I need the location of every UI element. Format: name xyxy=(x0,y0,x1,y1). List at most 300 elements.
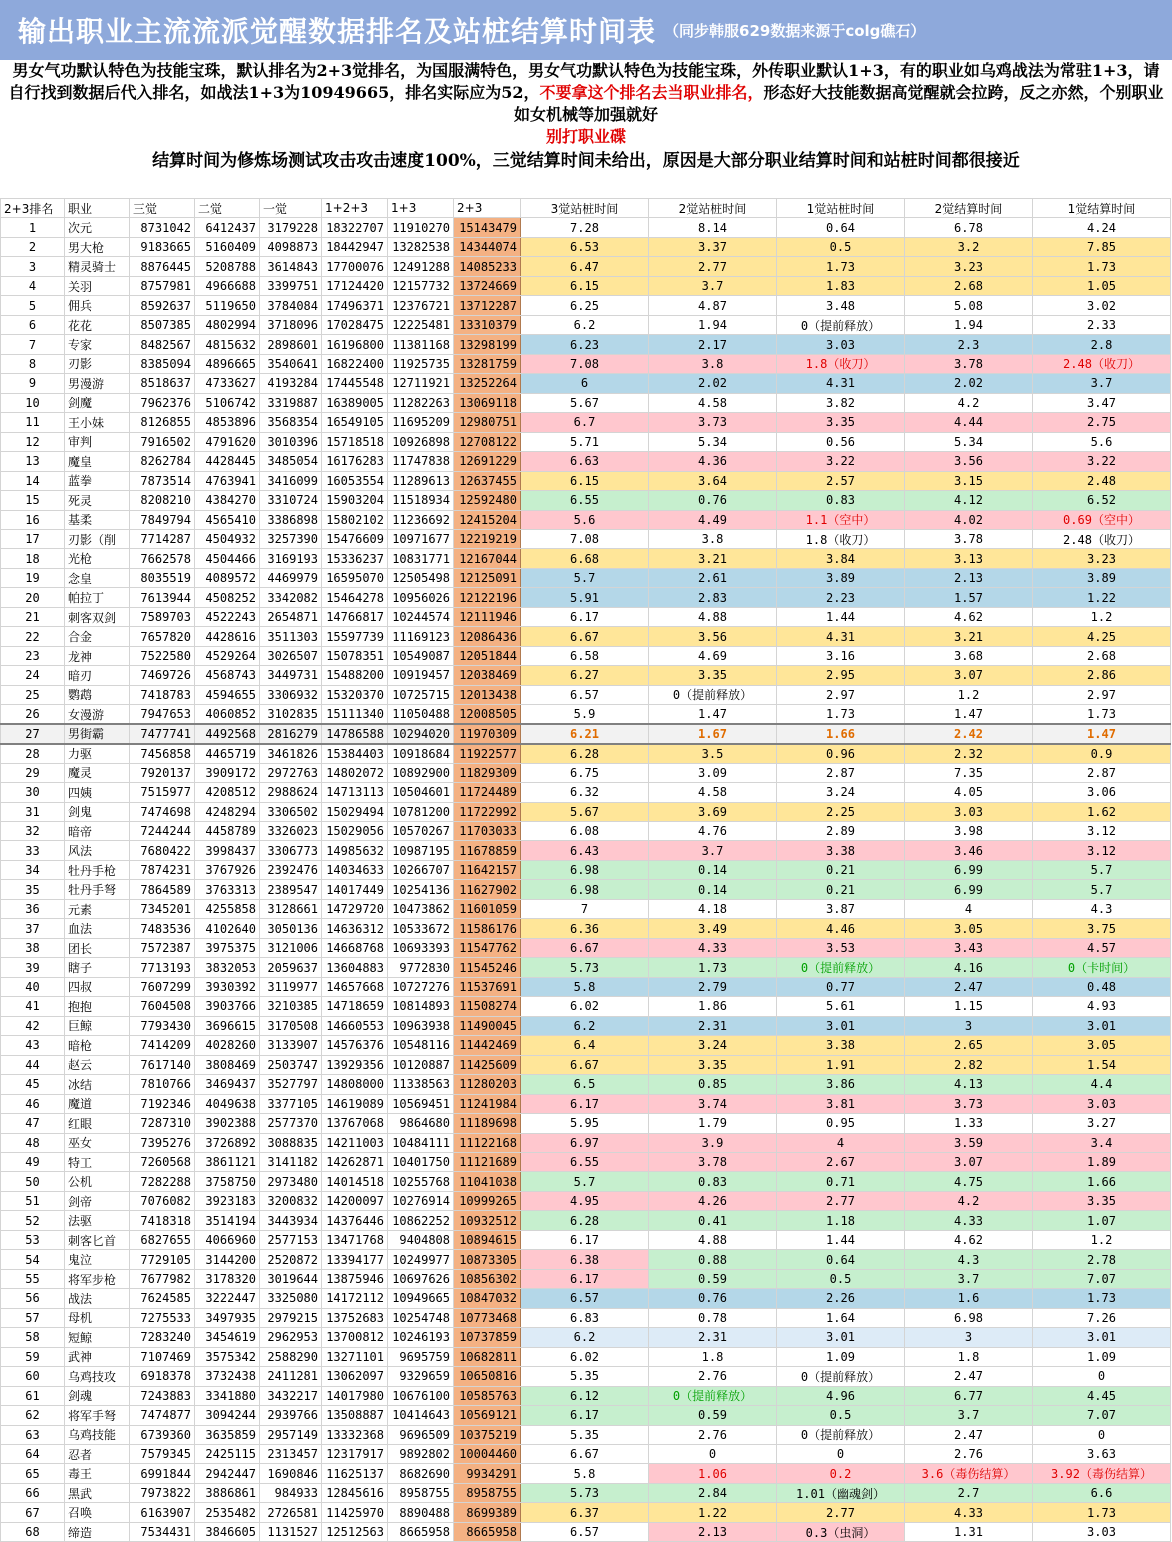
awakening1-cell: 2389547 xyxy=(260,880,322,899)
a1-settle-time-cell: 4.93 xyxy=(1033,997,1171,1016)
a2-settle-time-cell: 2.47 xyxy=(905,1425,1033,1444)
class-name-cell: 将军手弩 xyxy=(65,1406,130,1425)
a2-stand-time-cell: 0 xyxy=(649,1445,777,1464)
sum123-cell: 15078351 xyxy=(322,646,388,665)
class-name-cell: 男漫游 xyxy=(65,374,130,393)
sum123-cell: 14017449 xyxy=(322,880,388,899)
a1-settle-time-cell: 6.52 xyxy=(1033,491,1171,510)
a1-stand-time-cell: 1.64 xyxy=(777,1308,905,1327)
sum13-cell: 10963938 xyxy=(388,1016,454,1035)
rank-cell: 29 xyxy=(1,763,65,782)
a2-settle-time-cell: 4.2 xyxy=(905,1191,1033,1210)
rank-cell: 57 xyxy=(1,1308,65,1327)
a1-settle-time-cell: 3.23 xyxy=(1033,549,1171,568)
a2-settle-time-cell: 4.62 xyxy=(905,607,1033,626)
a1-settle-time-cell: 7.07 xyxy=(1033,1269,1171,1288)
a1-stand-time-cell: 4.31 xyxy=(777,374,905,393)
table-row xyxy=(1,568,1171,587)
sum123-cell: 15111340 xyxy=(322,705,388,724)
a3-stand-time-cell: 6.17 xyxy=(521,1230,649,1249)
a1-settle-time-cell: 1.07 xyxy=(1033,1211,1171,1230)
a2-stand-time-cell: 1.47 xyxy=(649,705,777,724)
a3-stand-time-cell: 6.12 xyxy=(521,1386,649,1405)
a1-settle-time-cell: 5.6 xyxy=(1033,432,1171,451)
awakening1-cell: 3326023 xyxy=(260,822,322,841)
a2-stand-time-cell: 1.06 xyxy=(649,1464,777,1483)
a1-settle-time-cell: 4.4 xyxy=(1033,1075,1171,1094)
a2-settle-time-cell: 3.43 xyxy=(905,938,1033,957)
a2-stand-time-cell: 4.88 xyxy=(649,607,777,626)
table-row xyxy=(1,744,1171,763)
sum123-cell: 17496371 xyxy=(322,296,388,315)
sum13-cell: 10569451 xyxy=(388,1094,454,1113)
a2-stand-time-cell: 4.87 xyxy=(649,296,777,315)
rank-cell: 63 xyxy=(1,1425,65,1444)
rank-cell: 47 xyxy=(1,1114,65,1133)
sum13-cell: 10266707 xyxy=(388,860,454,879)
table-row xyxy=(1,335,1171,354)
awakening1-cell: 984933 xyxy=(260,1483,322,1502)
rank-cell: 4 xyxy=(1,276,65,295)
awakening3-cell: 8482567 xyxy=(130,335,195,354)
a2-settle-time-cell: 5.08 xyxy=(905,296,1033,315)
a3-stand-time-cell: 6.17 xyxy=(521,607,649,626)
a1-settle-time-cell: 3.12 xyxy=(1033,841,1171,860)
a3-stand-time-cell: 6.53 xyxy=(521,237,649,256)
rank-cell: 58 xyxy=(1,1328,65,1347)
a2-stand-time-cell: 1.67 xyxy=(649,724,777,743)
a1-stand-time-cell: 3.86 xyxy=(777,1075,905,1094)
a1-settle-time-cell: 2.48（收刀） xyxy=(1033,529,1171,548)
a2-stand-time-cell: 4.18 xyxy=(649,899,777,918)
a1-stand-time-cell: 4.96 xyxy=(777,1386,905,1405)
a1-stand-time-cell: 0.5 xyxy=(777,1269,905,1288)
sum123-cell: 17700076 xyxy=(322,257,388,276)
a3-stand-time-cell: 6.57 xyxy=(521,685,649,704)
class-name-cell: 帕拉丁 xyxy=(65,588,130,607)
awakening3-cell: 7662578 xyxy=(130,549,195,568)
class-name-cell: 牡丹手弩 xyxy=(65,880,130,899)
rank-cell: 16 xyxy=(1,510,65,529)
sum123-cell: 14211003 xyxy=(322,1133,388,1152)
sum23-cell: 10894615 xyxy=(454,1230,521,1249)
column-header: 3觉站桩时间 xyxy=(521,199,649,218)
sum23-cell: 12415204 xyxy=(454,510,521,529)
a1-stand-time-cell: 0.3（虫洞） xyxy=(777,1522,905,1541)
a2-stand-time-cell: 2.76 xyxy=(649,1425,777,1444)
awakening1-cell: 2988624 xyxy=(260,783,322,802)
awakening2-cell: 3497935 xyxy=(195,1308,260,1327)
sum23-cell: 10569121 xyxy=(454,1406,521,1425)
class-name-cell: 剑鬼 xyxy=(65,802,130,821)
a2-stand-time-cell: 2.79 xyxy=(649,977,777,996)
a1-settle-time-cell: 1.73 xyxy=(1033,1503,1171,1522)
a1-stand-time-cell: 0（提前释放） xyxy=(777,1425,905,1444)
a2-stand-time-cell: 2.17 xyxy=(649,335,777,354)
sum123-cell: 14172112 xyxy=(322,1289,388,1308)
awakening2-cell: 3861121 xyxy=(195,1152,260,1171)
a2-settle-time-cell: 3.98 xyxy=(905,822,1033,841)
a2-settle-time-cell: 1.2 xyxy=(905,685,1033,704)
a1-settle-time-cell: 1.73 xyxy=(1033,257,1171,276)
a2-settle-time-cell: 2.13 xyxy=(905,568,1033,587)
sum123-cell: 14668768 xyxy=(322,938,388,957)
rank-cell: 49 xyxy=(1,1152,65,1171)
awakening1-cell: 3399751 xyxy=(260,276,322,295)
awakening1-cell: 3416099 xyxy=(260,471,322,490)
class-name-cell: 巫女 xyxy=(65,1133,130,1152)
sum123-cell: 16196800 xyxy=(322,335,388,354)
rank-cell: 15 xyxy=(1,491,65,510)
a1-settle-time-cell: 2.97 xyxy=(1033,685,1171,704)
a1-settle-time-cell: 4.25 xyxy=(1033,627,1171,646)
a1-stand-time-cell: 1.44 xyxy=(777,607,905,626)
a1-stand-time-cell: 0.64 xyxy=(777,1250,905,1269)
awakening2-cell: 3178320 xyxy=(195,1269,260,1288)
sum13-cell: 9772830 xyxy=(388,958,454,977)
rank-cell: 66 xyxy=(1,1483,65,1502)
a2-stand-time-cell: 2.02 xyxy=(649,374,777,393)
class-name-cell: 暗刃 xyxy=(65,666,130,685)
a2-stand-time-cell: 0.14 xyxy=(649,880,777,899)
awakening2-cell: 3454619 xyxy=(195,1328,260,1347)
awakening2-cell: 4565410 xyxy=(195,510,260,529)
sum123-cell: 13062097 xyxy=(322,1367,388,1386)
sum13-cell: 8958755 xyxy=(388,1483,454,1502)
column-header: 三觉 xyxy=(130,199,195,218)
sum123-cell: 17124420 xyxy=(322,276,388,295)
awakening1-cell: 3257390 xyxy=(260,529,322,548)
note-warning: 不要拿这个排名去当职业排名， xyxy=(539,83,764,102)
a3-stand-time-cell: 5.71 xyxy=(521,432,649,451)
a3-stand-time-cell: 6.17 xyxy=(521,1406,649,1425)
sum23-cell: 11829309 xyxy=(454,763,521,782)
sum123-cell: 14660553 xyxy=(322,1016,388,1035)
a1-stand-time-cell: 1.66 xyxy=(777,724,905,743)
awakening3-cell: 8507385 xyxy=(130,315,195,334)
column-header: 2觉结算时间 xyxy=(905,199,1033,218)
a2-stand-time-cell: 0.14 xyxy=(649,860,777,879)
sum23-cell: 11041038 xyxy=(454,1172,521,1191)
class-name-cell: 缔造 xyxy=(65,1522,130,1541)
sum13-cell: 10401750 xyxy=(388,1152,454,1171)
a2-stand-time-cell: 0（提前释放） xyxy=(649,685,777,704)
a2-stand-time-cell: 3.49 xyxy=(649,919,777,938)
awakening1-cell: 3169193 xyxy=(260,549,322,568)
table-row xyxy=(1,938,1171,957)
a2-stand-time-cell: 3.64 xyxy=(649,471,777,490)
awakening1-cell: 2816279 xyxy=(260,724,322,743)
sum13-cell: 10956026 xyxy=(388,588,454,607)
sum13-cell: 10549087 xyxy=(388,646,454,665)
a2-stand-time-cell: 4.88 xyxy=(649,1230,777,1249)
a1-settle-time-cell: 7.26 xyxy=(1033,1308,1171,1327)
awakening1-cell: 2520872 xyxy=(260,1250,322,1269)
class-name-cell: 四叔 xyxy=(65,977,130,996)
sum13-cell: 10120887 xyxy=(388,1055,454,1074)
table-row xyxy=(1,1522,1171,1541)
rank-cell: 35 xyxy=(1,880,65,899)
sum13-cell: 11169123 xyxy=(388,627,454,646)
awakening3-cell: 7477741 xyxy=(130,724,195,743)
sum13-cell: 9892802 xyxy=(388,1445,454,1464)
sum13-cell: 10987195 xyxy=(388,841,454,860)
a2-settle-time-cell: 7.35 xyxy=(905,763,1033,782)
a1-settle-time-cell: 3.02 xyxy=(1033,296,1171,315)
a1-settle-time-cell: 0 xyxy=(1033,1425,1171,1444)
sum23-cell: 12051844 xyxy=(454,646,521,665)
rank-cell: 5 xyxy=(1,296,65,315)
a1-settle-time-cell: 3.03 xyxy=(1033,1522,1171,1541)
a2-settle-time-cell: 1.8 xyxy=(905,1347,1033,1366)
table-row xyxy=(1,1191,1171,1210)
sum13-cell: 11518934 xyxy=(388,491,454,510)
sum23-cell: 14085233 xyxy=(454,257,521,276)
awakening3-cell: 7474877 xyxy=(130,1406,195,1425)
a1-stand-time-cell: 3.89 xyxy=(777,568,905,587)
awakening3-cell: 7534431 xyxy=(130,1522,195,1541)
sum13-cell: 11050488 xyxy=(388,705,454,724)
a2-stand-time-cell: 2.61 xyxy=(649,568,777,587)
a1-settle-time-cell: 1.2 xyxy=(1033,607,1171,626)
sum13-cell: 10831771 xyxy=(388,549,454,568)
a1-settle-time-cell: 1.47 xyxy=(1033,724,1171,743)
class-name-cell: 刃影 xyxy=(65,354,130,373)
a1-settle-time-cell: 3.7 xyxy=(1033,374,1171,393)
awakening1-cell: 2577153 xyxy=(260,1230,322,1249)
sum123-cell: 14636312 xyxy=(322,919,388,938)
a1-stand-time-cell: 5.61 xyxy=(777,997,905,1016)
a1-stand-time-cell: 2.97 xyxy=(777,685,905,704)
class-name-cell: 召唤 xyxy=(65,1503,130,1522)
awakening3-cell: 7418318 xyxy=(130,1211,195,1230)
sum23-cell: 10682811 xyxy=(454,1347,521,1366)
table-row xyxy=(1,1464,1171,1483)
sum13-cell: 11236692 xyxy=(388,510,454,529)
class-name-cell: 次元 xyxy=(65,218,130,237)
sum123-cell: 13875946 xyxy=(322,1269,388,1288)
a3-stand-time-cell: 6.38 xyxy=(521,1250,649,1269)
table-row xyxy=(1,1055,1171,1074)
a1-stand-time-cell: 2.77 xyxy=(777,1191,905,1210)
sum123-cell: 14262871 xyxy=(322,1152,388,1171)
a2-stand-time-cell: 4.58 xyxy=(649,783,777,802)
awakening1-cell: 3527797 xyxy=(260,1075,322,1094)
awakening3-cell: 7657820 xyxy=(130,627,195,646)
sum13-cell: 8682690 xyxy=(388,1464,454,1483)
a1-stand-time-cell: 3.82 xyxy=(777,393,905,412)
awakening3-cell: 7243883 xyxy=(130,1386,195,1405)
class-name-cell: 黑武 xyxy=(65,1483,130,1502)
awakening3-cell: 7345201 xyxy=(130,899,195,918)
sum13-cell: 10276914 xyxy=(388,1191,454,1210)
a2-stand-time-cell: 1.79 xyxy=(649,1114,777,1133)
a2-settle-time-cell: 4.33 xyxy=(905,1503,1033,1522)
a1-stand-time-cell: 0.77 xyxy=(777,977,905,996)
awakening2-cell: 3222447 xyxy=(195,1289,260,1308)
sum23-cell: 10585763 xyxy=(454,1386,521,1405)
awakening1-cell: 4098873 xyxy=(260,237,322,256)
rank-cell: 11 xyxy=(1,413,65,432)
rank-cell: 24 xyxy=(1,666,65,685)
sum13-cell: 10548116 xyxy=(388,1036,454,1055)
awakening1-cell: 3019644 xyxy=(260,1269,322,1288)
a2-settle-time-cell: 3.07 xyxy=(905,1152,1033,1171)
a1-stand-time-cell: 0.21 xyxy=(777,880,905,899)
a2-settle-time-cell: 1.94 xyxy=(905,315,1033,334)
sum23-cell: 12592480 xyxy=(454,491,521,510)
sum123-cell: 13929356 xyxy=(322,1055,388,1074)
awakening2-cell: 4733627 xyxy=(195,374,260,393)
rank-cell: 64 xyxy=(1,1445,65,1464)
a2-stand-time-cell: 0.41 xyxy=(649,1211,777,1230)
class-name-cell: 力驱 xyxy=(65,744,130,763)
awakening1-cell: 3170508 xyxy=(260,1016,322,1035)
awakening3-cell: 7275533 xyxy=(130,1308,195,1327)
awakening1-cell: 2957149 xyxy=(260,1425,322,1444)
sum13-cell: 11910270 xyxy=(388,218,454,237)
a3-stand-time-cell: 6.98 xyxy=(521,860,649,879)
a1-settle-time-cell: 2.86 xyxy=(1033,666,1171,685)
a2-stand-time-cell: 3.8 xyxy=(649,529,777,548)
a3-stand-time-cell: 6.97 xyxy=(521,1133,649,1152)
awakening3-cell: 7469726 xyxy=(130,666,195,685)
class-name-cell: 鹦鹉 xyxy=(65,685,130,704)
rank-cell: 48 xyxy=(1,1133,65,1152)
class-name-cell: 母机 xyxy=(65,1308,130,1327)
a2-settle-time-cell: 1.47 xyxy=(905,705,1033,724)
rank-cell: 40 xyxy=(1,977,65,996)
awakening3-cell: 7244244 xyxy=(130,822,195,841)
table-row xyxy=(1,607,1171,626)
rank-cell: 14 xyxy=(1,471,65,490)
awakening2-cell: 4492568 xyxy=(195,724,260,743)
a2-settle-time-cell: 2.3 xyxy=(905,335,1033,354)
class-name-cell: 红眼 xyxy=(65,1114,130,1133)
table-row xyxy=(1,471,1171,490)
a2-stand-time-cell: 3.35 xyxy=(649,666,777,685)
sum123-cell: 13471768 xyxy=(322,1230,388,1249)
rank-cell: 26 xyxy=(1,705,65,724)
a2-settle-time-cell: 1.15 xyxy=(905,997,1033,1016)
a2-stand-time-cell: 3.69 xyxy=(649,802,777,821)
a1-settle-time-cell: 4.3 xyxy=(1033,899,1171,918)
awakening2-cell: 4802994 xyxy=(195,315,260,334)
a3-stand-time-cell: 7.08 xyxy=(521,529,649,548)
a2-stand-time-cell: 5.34 xyxy=(649,432,777,451)
a2-stand-time-cell: 2.76 xyxy=(649,1367,777,1386)
a2-settle-time-cell: 3.7 xyxy=(905,1269,1033,1288)
awakening2-cell: 3732438 xyxy=(195,1367,260,1386)
a3-stand-time-cell: 6.67 xyxy=(521,627,649,646)
table-row xyxy=(1,315,1171,334)
rank-cell: 27 xyxy=(1,724,65,743)
a2-stand-time-cell: 3.35 xyxy=(649,1055,777,1074)
a1-settle-time-cell: 0.69（空中） xyxy=(1033,510,1171,529)
sum23-cell: 12637455 xyxy=(454,471,521,490)
sum13-cell: 10246193 xyxy=(388,1328,454,1347)
a3-stand-time-cell: 4.95 xyxy=(521,1191,649,1210)
table-row xyxy=(1,1367,1171,1386)
awakening1-cell: 3088835 xyxy=(260,1133,322,1152)
a1-settle-time-cell: 7.07 xyxy=(1033,1406,1171,1425)
awakening1-cell: 3102835 xyxy=(260,705,322,724)
class-name-cell: 剑帝 xyxy=(65,1191,130,1210)
rank-cell: 1 xyxy=(1,218,65,237)
a2-stand-time-cell: 1.8 xyxy=(649,1347,777,1366)
sum123-cell: 14808000 xyxy=(322,1075,388,1094)
awakening1-cell: 3461826 xyxy=(260,744,322,763)
table-row xyxy=(1,802,1171,821)
sum23-cell: 12013438 xyxy=(454,685,521,704)
sum23-cell: 11678859 xyxy=(454,841,521,860)
a1-stand-time-cell: 3.24 xyxy=(777,783,905,802)
a2-settle-time-cell: 4.33 xyxy=(905,1211,1033,1230)
awakening3-cell: 6991844 xyxy=(130,1464,195,1483)
sum123-cell: 14766817 xyxy=(322,607,388,626)
awakening3-cell: 7729105 xyxy=(130,1250,195,1269)
a2-settle-time-cell: 3 xyxy=(905,1016,1033,1035)
a3-stand-time-cell: 6.02 xyxy=(521,997,649,1016)
awakening2-cell: 3846605 xyxy=(195,1522,260,1541)
a2-settle-time-cell: 4.44 xyxy=(905,413,1033,432)
sum123-cell: 14802072 xyxy=(322,763,388,782)
a2-settle-time-cell: 2.02 xyxy=(905,374,1033,393)
a1-stand-time-cell: 0.71 xyxy=(777,1172,905,1191)
a2-stand-time-cell: 3.9 xyxy=(649,1133,777,1152)
sum23-cell: 8958755 xyxy=(454,1483,521,1502)
sum23-cell: 11189698 xyxy=(454,1114,521,1133)
awakening3-cell: 7920137 xyxy=(130,763,195,782)
sum23-cell: 12219219 xyxy=(454,529,521,548)
column-header: 1觉结算时间 xyxy=(1033,199,1171,218)
sum13-cell: 10244574 xyxy=(388,607,454,626)
sum23-cell: 11241984 xyxy=(454,1094,521,1113)
awakening1-cell: 3050136 xyxy=(260,919,322,938)
table-row xyxy=(1,958,1171,977)
notes-section xyxy=(0,60,1172,198)
sum13-cell: 8890488 xyxy=(388,1503,454,1522)
title-banner xyxy=(0,0,1172,60)
awakening1-cell: 2979215 xyxy=(260,1308,322,1327)
sum13-cell: 10971677 xyxy=(388,529,454,548)
table-row xyxy=(1,237,1171,256)
a2-settle-time-cell: 3.56 xyxy=(905,452,1033,471)
sum23-cell: 11537691 xyxy=(454,977,521,996)
a1-settle-time-cell: 2.48（收刀） xyxy=(1033,354,1171,373)
sum123-cell: 17028475 xyxy=(322,315,388,334)
a2-settle-time-cell: 3.15 xyxy=(905,471,1033,490)
awakening3-cell: 7916502 xyxy=(130,432,195,451)
a2-stand-time-cell: 4.49 xyxy=(649,510,777,529)
sum23-cell: 12111946 xyxy=(454,607,521,626)
a2-stand-time-cell: 0.59 xyxy=(649,1269,777,1288)
table-row xyxy=(1,724,1171,743)
sum123-cell: 14014518 xyxy=(322,1172,388,1191)
sum123-cell: 14017980 xyxy=(322,1386,388,1405)
class-name-cell: 光枪 xyxy=(65,549,130,568)
rank-cell: 38 xyxy=(1,938,65,957)
awakening2-cell: 3635859 xyxy=(195,1425,260,1444)
awakening3-cell: 8385094 xyxy=(130,354,195,373)
sum23-cell: 11642157 xyxy=(454,860,521,879)
a2-stand-time-cell: 3.8 xyxy=(649,354,777,373)
sum23-cell: 10737859 xyxy=(454,1328,521,1347)
header-row xyxy=(1,199,1171,218)
sum123-cell: 14619089 xyxy=(322,1094,388,1113)
timing-note: 结算时间为修炼场测试攻击攻击速度100%，三觉结算时间未给出，原因是大部分职业结算时间和站桩时间都很接近 xyxy=(152,151,1020,171)
a2-settle-time-cell: 6.77 xyxy=(905,1386,1033,1405)
